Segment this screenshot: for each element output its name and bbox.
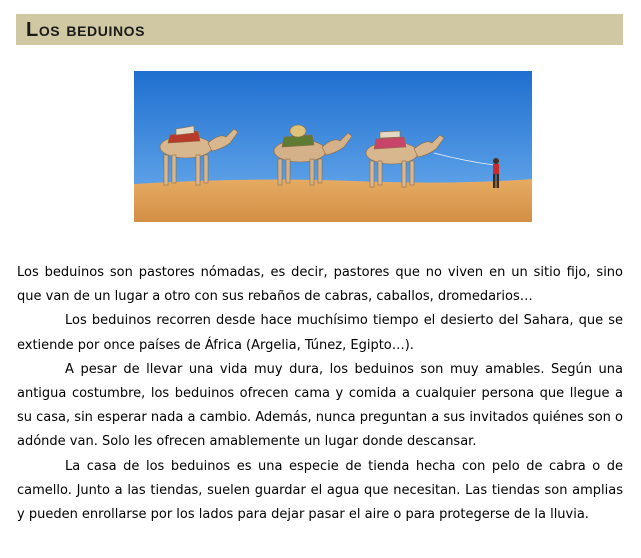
article-body (17, 261, 623, 527)
camel-caravan-illustration (134, 71, 532, 222)
paragraph: La casa de los beduinos es una especie de tienda hecha con pelo de cabra o de camello. Junto a las tiendas, suelen guardar el agua que necesitan. Las tiendas son amplias y pueden enrollarse por los lados para dejar pasar el aire o para protegerse de la lluvia. (17, 458, 623, 523)
paragraph: Los beduinos son pastores nómadas, es decir, pastores que no viven en un sitio fijo, sino que van de un lugar a otro con sus rebaños de cabras, caballos, dromedarios… (17, 265, 623, 305)
title-bar (16, 14, 623, 45)
paragraph: Los beduinos recorren desde hace muchísimo tiempo el desierto del Sahara, que se extiende por once países de África (Argelia, Túnez, Egipto…). (17, 313, 623, 353)
camel-caravan-photo (134, 71, 532, 222)
page-title: Los beduinos (26, 19, 146, 41)
paragraph: A pesar de llevar una vida muy dura, los beduinos son muy amables. Según una antigua costumbre, los beduinos ofrecen cama y comida a cualquier persona que llegue a su casa, sin esperar nada a cambio. Además, nunca preguntan a sus invitados quiénes son o adónde van. Solo les ofrecen amablemente un lugar donde descansar. (17, 361, 623, 450)
